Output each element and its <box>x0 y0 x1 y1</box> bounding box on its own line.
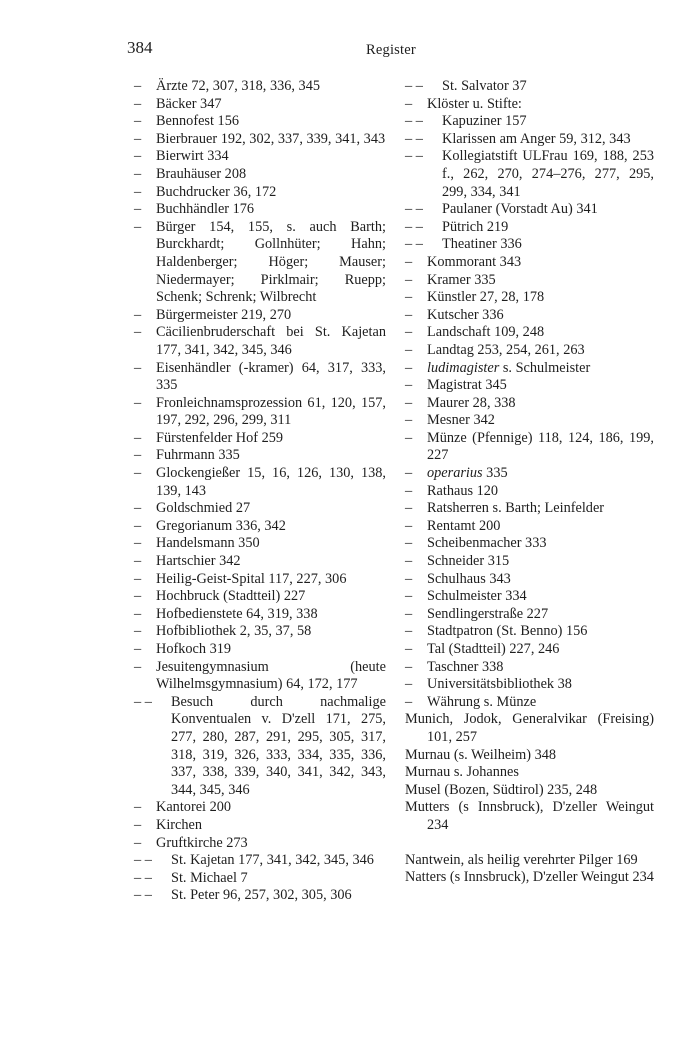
entry-dash-marker: – <box>405 676 413 693</box>
index-entry <box>134 447 386 465</box>
entry-dash-marker: – <box>405 253 413 270</box>
index-entry <box>405 254 654 272</box>
entry-text: Buchhändler 176 <box>156 201 255 218</box>
index-entry <box>134 606 386 624</box>
index-entry <box>134 659 386 694</box>
entry-text: Fuhrmann 335 <box>156 447 240 464</box>
entry-text: Rentamt 200 <box>427 517 501 534</box>
index-entry <box>405 289 654 307</box>
entry-dash-marker: – <box>405 535 413 552</box>
entry-text: Besuch durch nachmalige Konventualen v. D'zell 171, 275, 277, 280, 287, 291, 295, 305, 317, 318, 319, 326, 333, 334, 335, 336, 337, 338, 339, 340, 341, 342, 343, 344, 345, 346 <box>171 693 386 798</box>
entry-text: Jesuitengymnasium (heute Wilhelmsgymnasium) 64, 172, 177 <box>156 658 386 693</box>
entry-text: St. Salvator 37 <box>442 78 527 94</box>
index-column-left <box>134 78 386 905</box>
entry-dash-marker: – – <box>134 887 152 904</box>
index-entry <box>134 131 386 149</box>
entry-dash-marker: – <box>134 641 142 657</box>
index-entry <box>405 571 654 589</box>
entry-dash-marker: – <box>405 394 413 411</box>
index-entry <box>134 887 386 905</box>
entry-text: Mesner 342 <box>427 412 495 429</box>
index-entry <box>134 571 386 589</box>
index-entry <box>405 201 654 219</box>
entry-dash-marker: – <box>405 641 413 657</box>
entry-dash-marker: – – <box>405 218 423 235</box>
entry-italic-term: operarius <box>427 465 483 482</box>
entry-text: Kapuziner 157 <box>442 113 527 130</box>
entry-text: Landtag 253, 254, 261, 263 <box>427 341 585 358</box>
index-entry <box>405 782 654 800</box>
entry-text: Klöster u. Stifte: <box>427 95 522 112</box>
entry-text: Künstler 27, 28, 178 <box>427 289 545 306</box>
entry-dash-marker: – <box>134 535 142 552</box>
entry-text: Hochbruck (Stadtteil) 227 <box>156 588 306 605</box>
index-entry <box>134 307 386 325</box>
index-entry <box>405 113 654 131</box>
entry-dash-marker: – – <box>134 852 152 869</box>
entry-dash-marker: – <box>134 359 142 376</box>
index-entry <box>405 711 654 746</box>
entry-dash-marker: – <box>405 359 413 376</box>
index-entry <box>405 694 654 712</box>
index-entry <box>405 535 654 553</box>
entry-dash-marker: – <box>405 289 413 306</box>
index-entry <box>134 78 386 96</box>
index-entry <box>405 219 654 237</box>
entry-dash-marker: – <box>405 482 413 499</box>
entry-dash-marker: – – <box>405 113 423 130</box>
entry-dash-marker: – <box>134 605 142 622</box>
index-entry <box>134 535 386 553</box>
index-entry <box>405 377 654 395</box>
entry-text: Ärzte 72, 307, 318, 336, 345 <box>156 78 320 94</box>
entry-dash-marker: – <box>405 570 413 587</box>
index-entry <box>134 799 386 817</box>
entry-dash-marker: – <box>134 429 142 446</box>
entry-text: Kollegiatstift ULFrau 169, 188, 253 f., 262, 270, 274–276, 277, 295, 299, 334, 341 <box>442 148 654 200</box>
entry-dash-marker: – <box>134 306 142 323</box>
entry-dash-marker: – <box>405 623 413 640</box>
entry-text: Fronleichnamsprozession 61, 120, 157, 197, 292, 296, 299, 311 <box>156 394 386 429</box>
entry-dash-marker: – <box>134 623 142 640</box>
entry-text: Eisenhändler (-kramer) 64, 317, 333, 335 <box>156 359 386 394</box>
entry-text: Münze (Pfennige) 118, 124, 186, 199, 227 <box>427 429 654 464</box>
entry-dash-marker: – – <box>405 236 423 253</box>
index-entry <box>405 799 654 834</box>
entry-dash-marker: – <box>134 447 142 464</box>
entry-dash-marker: – <box>405 271 413 288</box>
entry-text: Gruftkirche 273 <box>156 834 248 851</box>
entry-dash-marker: – <box>134 148 142 165</box>
entry-text: Paulaner (Vorstadt Au) 341 <box>442 201 598 218</box>
entry-text: Glockengießer 15, 16, 126, 130, 138, 139, 143 <box>156 465 386 499</box>
index-entry <box>134 553 386 571</box>
index-entry <box>405 747 654 765</box>
entry-text: Gregorianum 336, 342 <box>156 517 286 534</box>
entry-dash-marker: – <box>405 605 413 622</box>
entry-text: Handelsmann 350 <box>156 535 260 552</box>
entry-text: Scheibenmacher 333 <box>427 535 547 552</box>
entry-text: Murnau s. Johannes <box>405 764 519 781</box>
index-entry <box>134 835 386 853</box>
entry-dash-marker: – <box>405 553 413 570</box>
index-entry <box>405 272 654 290</box>
entry-dash-marker: – <box>134 588 142 605</box>
entry-text: Nantwein, als heilig verehrter Pilger 169 <box>405 851 638 868</box>
index-entry <box>134 395 386 430</box>
entry-italic-term: ludimagister <box>427 359 500 376</box>
index-entry <box>405 148 654 201</box>
index-entry <box>134 641 386 659</box>
entry-text: Kutscher 336 <box>427 306 504 323</box>
index-entry <box>134 500 386 518</box>
entry-text: Cäcilienbruderschaft bei St. Kajetan 177, 341, 342, 345, 346 <box>156 324 386 358</box>
entry-text: Tal (Stadtteil) 227, 246 <box>427 641 560 657</box>
entry-dash-marker: – <box>405 500 413 517</box>
index-entry <box>405 395 654 413</box>
entry-text: Buchdrucker 36, 172 <box>156 183 277 200</box>
index-entry <box>405 623 654 641</box>
index-entry <box>405 676 654 694</box>
entry-dash-marker: – <box>134 113 142 130</box>
entry-dash-marker: – <box>134 517 142 534</box>
entry-text: Bierwirt 334 <box>156 148 229 165</box>
entry-text: Hofbedienstete 64, 319, 338 <box>156 605 318 622</box>
entry-dash-marker: – <box>405 658 413 675</box>
entry-text: Bennofest 156 <box>156 113 239 130</box>
entry-dash-marker: – <box>405 429 413 446</box>
index-entry <box>405 131 654 149</box>
index-entry <box>405 324 654 342</box>
entry-text: Hofbibliothek 2, 35, 37, 58 <box>156 623 312 640</box>
entry-text: Stadtpatron (St. Benno) 156 <box>427 623 588 640</box>
entry-text: Goldschmied 27 <box>156 500 251 517</box>
entry-text: Schulmeister 334 <box>427 588 527 605</box>
entry-text: s. Schulmeister <box>499 359 591 376</box>
index-entry <box>405 360 654 378</box>
entry-dash-marker: – <box>134 834 142 851</box>
entry-text: Bierbrauer 192, 302, 337, 339, 341, 343 <box>156 130 386 147</box>
entry-text: Natters (s Innsbruck), D'zeller Weingut 234 <box>405 869 654 886</box>
index-entry <box>134 360 386 395</box>
entry-dash-marker: – <box>134 183 142 200</box>
entry-text: Bäcker 347 <box>156 95 222 112</box>
index-entry <box>134 166 386 184</box>
index-entry <box>405 606 654 624</box>
index-entry <box>405 764 654 782</box>
entry-dash-marker: – – <box>405 201 423 218</box>
entry-text: Murnau (s. Weilheim) 348 <box>405 746 557 763</box>
entry-dash-marker: – – <box>134 869 152 886</box>
entry-dash-marker: – <box>134 465 142 482</box>
entry-text: Kommorant 343 <box>427 253 522 270</box>
entry-dash-marker: – – <box>405 148 423 165</box>
index-entry <box>134 694 386 800</box>
entry-dash-marker: – <box>134 95 142 112</box>
entry-text: Rathaus 120 <box>427 482 499 499</box>
entry-dash-marker: – <box>405 517 413 534</box>
index-entry <box>405 553 654 571</box>
entry-text: Hartschier 342 <box>156 553 241 570</box>
entry-text: Magistrat 345 <box>427 377 507 394</box>
entry-dash-marker: – <box>134 218 142 235</box>
index-entry <box>134 870 386 888</box>
entry-dash-marker: – <box>405 341 413 358</box>
entry-dash-marker: – <box>134 165 142 182</box>
index-entry <box>405 518 654 536</box>
page-number: 384 <box>127 38 153 57</box>
index-entry <box>405 641 654 659</box>
entry-text: Hofkoch 319 <box>156 641 232 657</box>
entry-dash-marker: – <box>134 570 142 587</box>
entry-text: Munich, Jodok, Generalvikar (Freising) 101, 257 <box>405 711 654 745</box>
entry-text: St. Michael 7 <box>171 869 248 886</box>
entry-text: Theatiner 336 <box>442 236 522 253</box>
entry-text: Kirchen <box>156 816 203 833</box>
index-entry <box>134 518 386 536</box>
index-entry <box>134 817 386 835</box>
entry-text: Pütrich 219 <box>442 218 509 235</box>
index-entry <box>134 324 386 359</box>
entry-dash-marker: – <box>405 588 413 605</box>
entry-text: Fürstenfelder Hof 259 <box>156 429 284 446</box>
index-entry <box>134 96 386 114</box>
entry-text: 335 <box>482 465 508 482</box>
entry-dash-marker: – <box>134 658 142 675</box>
index-entry <box>134 184 386 202</box>
index-entry <box>134 588 386 606</box>
index-entry <box>405 869 654 887</box>
index-entry <box>134 219 386 307</box>
entry-text: Kramer 335 <box>427 271 496 288</box>
entry-dash-marker: – <box>405 306 413 323</box>
entry-text: Taschner 338 <box>427 658 504 675</box>
entry-text: Sendlingerstraße 227 <box>427 605 549 622</box>
entry-text: Ratsherren s. Barth; Leinfelder <box>427 500 605 517</box>
entry-dash-marker: – – <box>405 130 423 147</box>
index-entry <box>405 78 654 96</box>
entry-text: Musel (Bozen, Südtirol) 235, 248 <box>405 781 598 798</box>
entry-dash-marker: – <box>134 816 142 833</box>
entry-dash-marker: – <box>134 394 142 411</box>
index-entry <box>405 659 654 677</box>
entry-dash-marker: – <box>405 95 413 112</box>
index-entry <box>134 113 386 131</box>
index-entry <box>405 852 654 870</box>
entry-text: Heilig-Geist-Spital 117, 227, 306 <box>156 570 347 587</box>
entry-dash-marker: – <box>134 553 142 570</box>
entry-dash-marker: – <box>134 201 142 218</box>
index-entry <box>134 201 386 219</box>
index-entry <box>405 412 654 430</box>
index-entry <box>405 96 654 114</box>
entry-text: Brauhäuser 208 <box>156 165 247 182</box>
entry-text: Maurer 28, 338 <box>427 394 516 411</box>
entry-text: Landschaft 109, 248 <box>427 324 545 341</box>
entry-text: Schulhaus 343 <box>427 570 511 587</box>
entry-text: Klarissen am Anger 59, 312, 343 <box>442 130 631 147</box>
index-column-right <box>405 78 654 887</box>
entry-text: Schneider 315 <box>427 553 510 570</box>
entry-text: Mutters (s Innsbruck), D'zeller Weingut 234 <box>405 799 654 833</box>
entry-text: Bürgermeister 219, 270 <box>156 306 292 323</box>
entry-dash-marker: – <box>134 500 142 517</box>
entry-text: Universitätsbibliothek 38 <box>427 676 572 693</box>
index-entry <box>405 342 654 360</box>
entry-dash-marker: – <box>405 465 413 482</box>
entry-dash-marker: – <box>134 324 142 341</box>
entry-dash-marker: – – <box>405 78 423 94</box>
index-entry <box>405 465 654 483</box>
index-entry <box>134 148 386 166</box>
index-entry <box>134 430 386 448</box>
entry-text: Bürger 154, 155, s. auch Barth; Burckhardt; Gollnhüter; Hahn; Haldenberger; Höger; Mauser; Niedermayer; Pirklmair; Ruepp; Schenk; Schrenk; Wilbrecht <box>156 218 386 306</box>
index-entry <box>405 483 654 501</box>
entry-dash-marker: – <box>405 324 413 341</box>
index-entry <box>405 430 654 465</box>
entry-dash-marker: – – <box>134 693 152 710</box>
index-entry <box>134 623 386 641</box>
index-entry <box>405 236 654 254</box>
entry-dash-marker: – <box>405 412 413 429</box>
entry-text: Währung s. Münze <box>427 693 537 710</box>
index-entry <box>405 500 654 518</box>
index-entry <box>134 852 386 870</box>
entry-text: St. Peter 96, 257, 302, 305, 306 <box>171 887 352 904</box>
entry-dash-marker: – <box>134 78 142 94</box>
index-entry <box>134 465 386 500</box>
entry-dash-marker: – <box>405 693 413 710</box>
index-entry <box>405 588 654 606</box>
index-entry <box>405 307 654 325</box>
running-head: Register <box>366 42 416 58</box>
entry-text: Kantorei 200 <box>156 799 232 816</box>
entry-dash-marker: – <box>134 799 142 816</box>
entry-dash-marker: – <box>405 377 413 394</box>
entry-text: St. Kajetan 177, 341, 342, 345, 346 <box>171 852 374 869</box>
entry-dash-marker: – <box>134 130 142 147</box>
